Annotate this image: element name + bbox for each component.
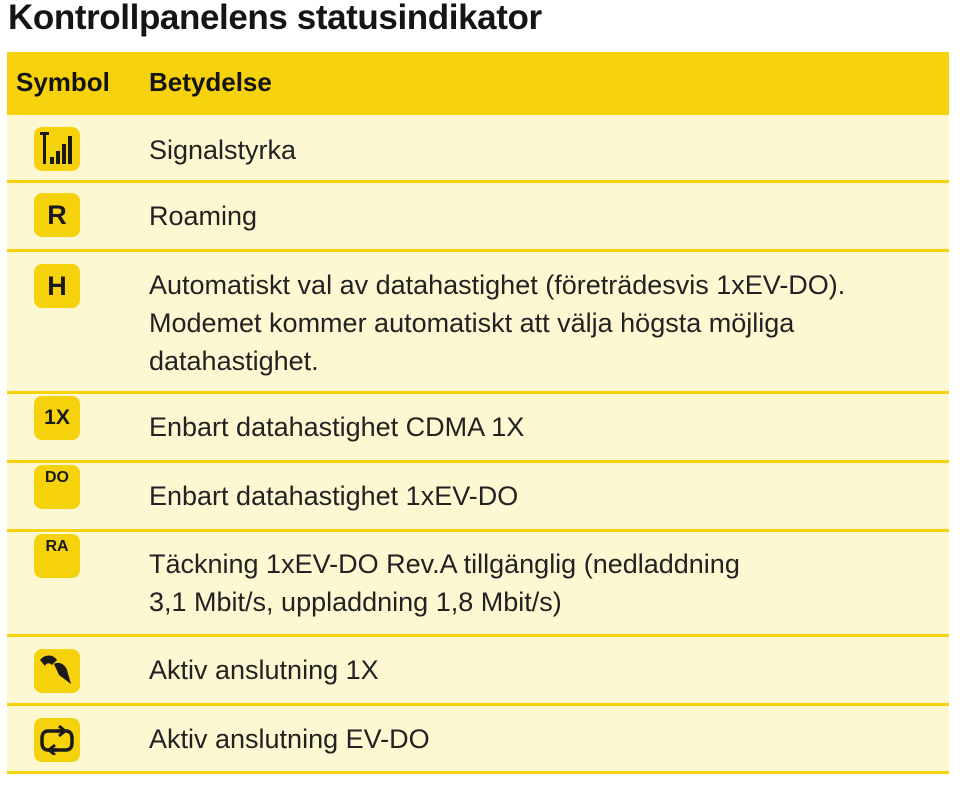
row-description-line-1: Täckning 1xEV-DO Rev.A tillgänglig (nedladdning <box>149 549 740 579</box>
rev-a-icon-label: RA <box>45 538 69 555</box>
cdma-1x-icon-label: 1X <box>44 406 70 429</box>
header-meaning: Betydelse <box>149 66 272 97</box>
ev-do-icon-label: DO <box>45 469 69 486</box>
table-header-row <box>7 52 949 112</box>
table-row <box>7 634 949 703</box>
active-connection-1x-icon <box>34 649 80 693</box>
table-row <box>7 249 949 391</box>
row-description: Aktiv anslutning 1X <box>149 655 379 685</box>
row-description: Enbart datahastighet CDMA 1X <box>149 412 525 442</box>
row-description: Enbart datahastighet 1xEV-DO <box>149 481 519 511</box>
table-bottom-rule <box>7 771 949 774</box>
table-row <box>7 180 949 249</box>
roaming-icon <box>34 193 80 237</box>
row-description: Signalstyrka <box>149 135 297 165</box>
table-row <box>7 529 949 634</box>
status-table <box>7 52 949 774</box>
header-symbol: Symbol <box>16 66 110 97</box>
ev-do-icon <box>34 465 80 509</box>
row-description: Aktiv anslutning EV-DO <box>149 724 430 754</box>
cdma-1x-icon <box>34 396 80 440</box>
row-description-line-2: Modemet kommer automatiskt att välja högsta möjliga <box>149 308 795 338</box>
signal-strength-icon <box>34 127 80 171</box>
rev-a-icon <box>34 534 80 578</box>
table-row <box>7 460 949 529</box>
auto-rate-icon <box>34 264 80 308</box>
auto-rate-icon-label: H <box>47 270 67 301</box>
page-title: Kontrollpanelens statusindikator <box>8 0 542 37</box>
row-description: Roaming <box>149 201 258 231</box>
roaming-icon-label: R <box>47 199 67 230</box>
row-description-line-3: datahastighet. <box>149 346 319 376</box>
row-description-line-2: 3,1 Mbit/s, uppladdning 1,8 Mbit/s) <box>149 587 562 617</box>
table-row <box>7 112 949 180</box>
row-description-line-1: Automatiskt val av datahastighet (företrädesvis 1xEV-DO). <box>149 270 846 300</box>
table-row <box>7 703 949 771</box>
table-row <box>7 391 949 460</box>
active-connection-evdo-icon <box>34 718 80 762</box>
